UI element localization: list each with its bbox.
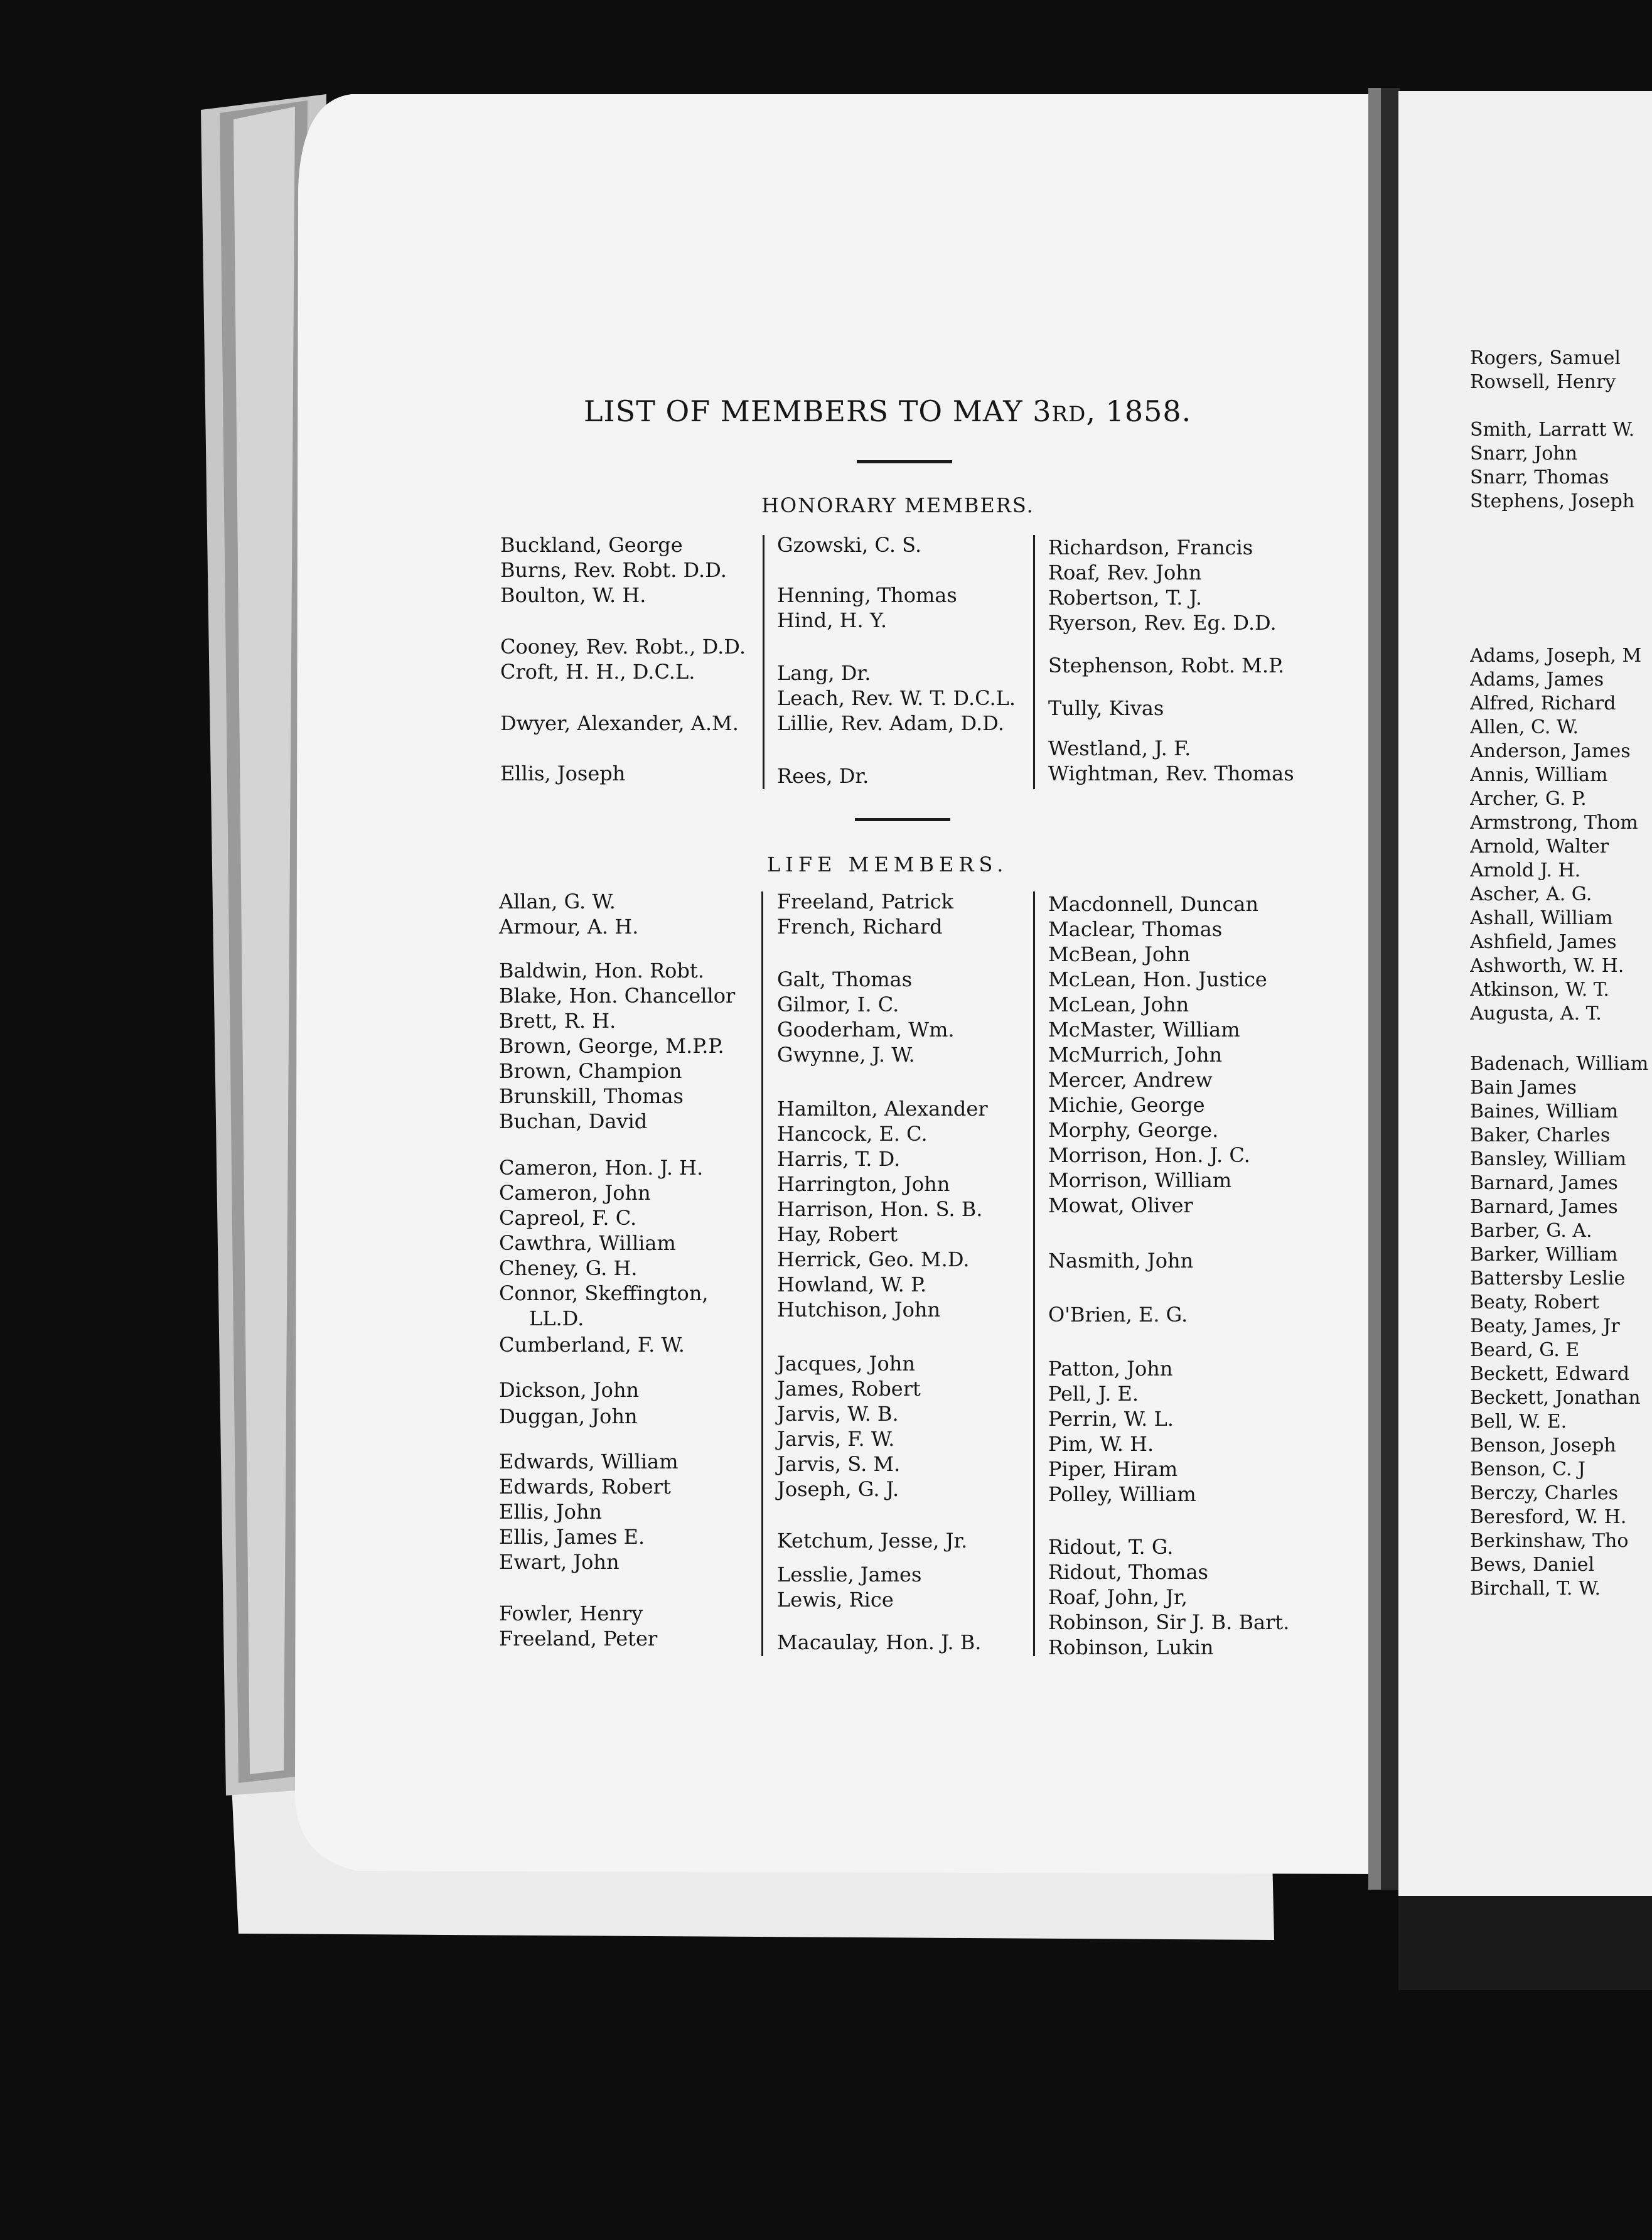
facing-page-entry: Arnold J. H. [1470, 859, 1581, 881]
life-member-entry: Allan, G. W. [499, 890, 616, 913]
life-member-entry: Cheney, G. H. [499, 1256, 638, 1280]
facing-page-entry: Barker, William [1470, 1244, 1618, 1266]
life-member-entry: Jarvis, S. M. [777, 1452, 901, 1476]
honorary-column-3 [1048, 537, 1324, 801]
facing-page-entry: Ashworth, W. H. [1470, 955, 1624, 977]
life-member-entry: Cameron, Hon. J. H. [499, 1156, 704, 1180]
honorary-member-entry: Gzowski, C. S. [777, 533, 922, 557]
life-member-entry: Morrison, Hon. J. C. [1048, 1143, 1250, 1167]
life-member-entry: Macaulay, Hon. J. B. [777, 1630, 982, 1654]
life-member-entry: Jarvis, W. B. [777, 1402, 899, 1426]
life-member-entry: Maclear, Thomas [1048, 917, 1223, 941]
honorary-member-entry: Cooney, Rev. Robt., D.D. [500, 635, 746, 659]
life-member-entry: Lesslie, James [777, 1563, 922, 1586]
life-member-entry: Freeland, Peter [499, 1627, 658, 1650]
life-member-entry: McLean, John [1048, 993, 1189, 1016]
life-member-entry: O'Brien, E. G. [1048, 1303, 1188, 1327]
facing-page-entry: Barnard, James [1470, 1196, 1618, 1218]
honorary-member-entry: Lillie, Rev. Adam, D.D. [777, 711, 1004, 735]
life-member-entry: Lewis, Rice [777, 1588, 894, 1612]
life-member-entry: Robinson, Sir J. B. Bart. [1048, 1610, 1290, 1634]
facing-page-entry: Ascher, A. G. [1470, 883, 1592, 905]
life-column-3 [1048, 894, 1337, 1666]
honorary-member-entry: Burns, Rev. Robt. D.D. [500, 558, 727, 582]
life-member-entry: Baldwin, Hon. Robt. [499, 959, 704, 983]
facing-page-entry: Allen, C. W. [1470, 716, 1579, 738]
honorary-member-entry: Croft, H. H., D.C.L. [500, 660, 695, 684]
life-member-entry: McBean, John [1048, 942, 1191, 966]
facing-page-entry: Beard, G. E [1470, 1339, 1580, 1361]
life-member-entry: French, Richard [777, 915, 943, 939]
facing-page-entry: Annis, William [1470, 764, 1608, 786]
honorary-column-1 [500, 535, 751, 799]
life-member-entry: Brunskill, Thomas [499, 1084, 684, 1108]
life-member-entry: Fowler, Henry [499, 1602, 643, 1625]
title-ordinal-number: 3 [1032, 394, 1052, 428]
life-member-entry: Mercer, Andrew [1048, 1068, 1213, 1092]
honorary-member-entry: Leach, Rev. W. T. D.C.L. [777, 686, 1016, 710]
life-member-entry: Jarvis, F. W. [777, 1427, 895, 1451]
life-member-entry: Howland, W. P. [777, 1273, 927, 1296]
facing-page-entry: Beaty, James, Jr [1470, 1315, 1620, 1337]
facing-page-entry: Beaty, Robert [1470, 1291, 1599, 1313]
facing-page-entry: Bain James [1470, 1077, 1577, 1099]
life-member-entry: Perrin, W. L. [1048, 1407, 1174, 1431]
life-member-entry: Roaf, John, Jr, [1048, 1585, 1188, 1609]
life-member-entry: Herrick, Geo. M.D. [777, 1247, 970, 1271]
honorary-member-entry: Dwyer, Alexander, A.M. [500, 711, 739, 735]
facing-page-entry: Snarr, John [1470, 443, 1577, 465]
life-member-entry: Cawthra, William [499, 1231, 676, 1255]
facing-page-entry: Archer, G. P. [1470, 788, 1587, 810]
facing-page-entry: Adams, James [1470, 669, 1604, 691]
honorary-member-entry: Westland, J. F. [1048, 736, 1191, 760]
honorary-column-divider-2 [1033, 535, 1035, 789]
facing-page-entry: Benson, C. J [1470, 1458, 1585, 1480]
life-member-entry: Ridout, T. G. [1048, 1535, 1174, 1559]
life-member-entry: Hay, Robert [777, 1222, 898, 1246]
facing-page-entry: Bansley, William [1470, 1148, 1627, 1170]
facing-page-entry: Arnold, Walter [1470, 836, 1609, 858]
facing-page-entry: Bews, Daniel [1470, 1554, 1595, 1576]
life-member-entry: Ridout, Thomas [1048, 1560, 1208, 1584]
honorary-member-entry: Ryerson, Rev. Eg. D.D. [1048, 611, 1277, 635]
honorary-member-entry: Ellis, Joseph [500, 762, 626, 785]
life-member-entry: Hancock, E. C. [777, 1122, 928, 1146]
life-member-entry: Edwards, William [499, 1450, 678, 1473]
facing-page-entry: Alfred, Richard [1470, 692, 1616, 714]
life-member-entry: Dickson, John [499, 1378, 640, 1402]
life-member-entry: Ellis, James E. [499, 1525, 645, 1549]
life-member-entry: Morrison, William [1048, 1168, 1232, 1192]
life-member-entry: Harris, T. D. [777, 1147, 901, 1171]
title-year: , 1858. [1086, 394, 1192, 428]
life-member-entry: Cumberland, F. W. [499, 1333, 685, 1357]
facing-page-entry: Berkinshaw, Tho [1470, 1530, 1629, 1552]
facing-page-entry: Rogers, Samuel [1470, 349, 1621, 369]
facing-page-entry: Baker, Charles [1470, 1124, 1611, 1146]
life-member-entry: Gooderham, Wm. [777, 1018, 955, 1042]
life-member-entry: Pell, J. E. [1048, 1382, 1139, 1406]
title-ordinal-suffix: RD [1051, 402, 1086, 427]
life-member-entry: Gwynne, J. W. [777, 1043, 915, 1067]
life-member-entry: Nasmith, John [1048, 1249, 1194, 1273]
facing-page-entry: Atkinson, W. T. [1470, 979, 1609, 1001]
life-member-entry: Joseph, G. J. [777, 1477, 899, 1501]
life-member-entry: Ketchum, Jesse, Jr. [777, 1529, 968, 1553]
life-member-entry: Duggan, John [499, 1404, 638, 1428]
title-rule [857, 460, 952, 463]
life-member-entry: Buchan, David [499, 1109, 648, 1133]
facing-page-entry: Anderson, James [1470, 740, 1631, 762]
life-member-entry: Harrison, Hon. S. B. [777, 1197, 983, 1221]
life-member-entry: McLean, Hon. Justice [1048, 967, 1267, 991]
facing-page-entry: Snarr, Thomas [1470, 466, 1609, 488]
life-member-entry: Macdonnell, Duncan [1048, 892, 1258, 916]
life-member-entry: Pim, W. H. [1048, 1432, 1154, 1456]
life-member-entry: Armour, A. H. [499, 915, 639, 939]
facing-page-entry: Stephens, Joseph [1470, 490, 1635, 512]
facing-page-entry: Ashall, William [1470, 907, 1613, 929]
life-member-entry: Ewart, John [499, 1550, 620, 1574]
life-member-entry: James, Robert [777, 1377, 921, 1401]
facing-page-entry: Barnard, James [1470, 1172, 1618, 1194]
life-member-entry: Capreol, F. C. [499, 1206, 637, 1230]
facing-page-entry: Berczy, Charles [1470, 1482, 1619, 1504]
life-member-entry: Galt, Thomas [777, 967, 913, 991]
facing-page-entry: Badenach, William [1470, 1053, 1649, 1075]
section-rule [855, 818, 950, 821]
life-member-entry: McMaster, William [1048, 1018, 1240, 1042]
life-member-entry: Morphy, George. [1048, 1118, 1219, 1142]
life-member-entry: Polley, William [1048, 1482, 1196, 1506]
honorary-member-entry: Stephenson, Robt. M.P. [1048, 654, 1285, 677]
life-member-entry: Patton, John [1048, 1357, 1173, 1381]
honorary-member-entry: Hind, H. Y. [777, 608, 887, 632]
title-text: LIST OF MEMBERS TO MAY [584, 394, 1033, 428]
life-member-entry: LL.D. [529, 1306, 584, 1330]
honorary-member-entry: Robertson, T. J. [1048, 586, 1203, 610]
facing-page-entry: Beckett, Jonathan [1470, 1387, 1641, 1409]
facing-page-top-list [1470, 349, 1652, 531]
life-member-entry: Ellis, John [499, 1500, 603, 1524]
honorary-member-entry: Lang, Dr. [777, 661, 871, 685]
life-member-entry: Michie, George [1048, 1093, 1205, 1117]
facing-page-entry: Birchall, T. W. [1470, 1578, 1601, 1600]
honorary-member-entry: Buckland, George [500, 533, 683, 557]
life-member-entry: Connor, Skeffington, [499, 1281, 709, 1305]
life-member-entry: McMurrich, John [1048, 1043, 1223, 1067]
page-title [584, 394, 1191, 428]
facing-page-entry: Barber, G. A. [1470, 1220, 1592, 1242]
honorary-member-entry: Richardson, Francis [1048, 536, 1253, 559]
life-member-entry: Brett, R. H. [499, 1009, 616, 1033]
facing-page-entry: Benson, Joseph [1470, 1435, 1616, 1457]
life-column-1 [499, 891, 763, 1664]
facing-page-entry: Adams, Joseph, M [1470, 647, 1642, 667]
facing-page-entry: Armstrong, Thom [1470, 812, 1638, 834]
life-member-entry: Jacques, John [777, 1352, 915, 1376]
life-member-entry: Robinson, Lukin [1048, 1635, 1214, 1659]
life-member-entry: Gilmor, I. C. [777, 993, 899, 1016]
life-member-entry: Edwards, Robert [499, 1475, 671, 1499]
life-member-entry: Piper, Hiram [1048, 1457, 1178, 1481]
facing-page-entry: Ashfield, James [1470, 931, 1617, 953]
honorary-member-entry: Boulton, W. H. [500, 583, 646, 607]
life-member-entry: Mowat, Oliver [1048, 1193, 1193, 1217]
honorary-member-entry: Wightman, Rev. Thomas [1048, 762, 1294, 785]
honorary-members-heading: HONORARY MEMBERS. [761, 493, 1034, 517]
life-column-divider-2 [1033, 891, 1035, 1656]
facing-page-entry: Baines, William [1470, 1101, 1619, 1123]
honorary-column-divider-1 [763, 535, 764, 789]
facing-page-entry: Bell, W. E. [1470, 1411, 1567, 1433]
life-member-entry: Cameron, John [499, 1181, 651, 1205]
facing-page-entry: Beresford, W. H. [1470, 1506, 1627, 1528]
honorary-member-entry: Roaf, Rev. John [1048, 561, 1202, 584]
honorary-member-entry: Tully, Kivas [1048, 696, 1164, 720]
life-member-entry: Hutchison, John [777, 1298, 941, 1322]
life-column-divider-1 [761, 891, 763, 1656]
honorary-member-entry: Henning, Thomas [777, 583, 957, 607]
facing-page-entry: Battersby Leslie [1470, 1268, 1626, 1290]
honorary-member-entry: Rees, Dr. [777, 764, 869, 788]
life-column-2 [777, 891, 1034, 1664]
life-members-heading: LIFE MEMBERS. [767, 853, 1009, 876]
facing-page-list [1470, 647, 1652, 1701]
life-member-entry: Harrington, John [777, 1172, 950, 1196]
life-member-entry: Brown, George, M.P.P. [499, 1034, 724, 1058]
honorary-column-2 [777, 535, 1028, 799]
life-member-entry: Freeland, Patrick [777, 890, 953, 913]
facing-page-entry: Beckett, Edward [1470, 1363, 1629, 1385]
facing-page-entry: Rowsell, Henry [1470, 371, 1616, 393]
life-member-entry: Blake, Hon. Chancellor [499, 984, 736, 1008]
life-member-entry: Brown, Champion [499, 1059, 682, 1083]
facing-page-entry: Augusta, A. T. [1470, 1003, 1602, 1025]
facing-page-entry: Smith, Larratt W. [1470, 419, 1635, 441]
life-member-entry: Hamilton, Alexander [777, 1097, 988, 1121]
